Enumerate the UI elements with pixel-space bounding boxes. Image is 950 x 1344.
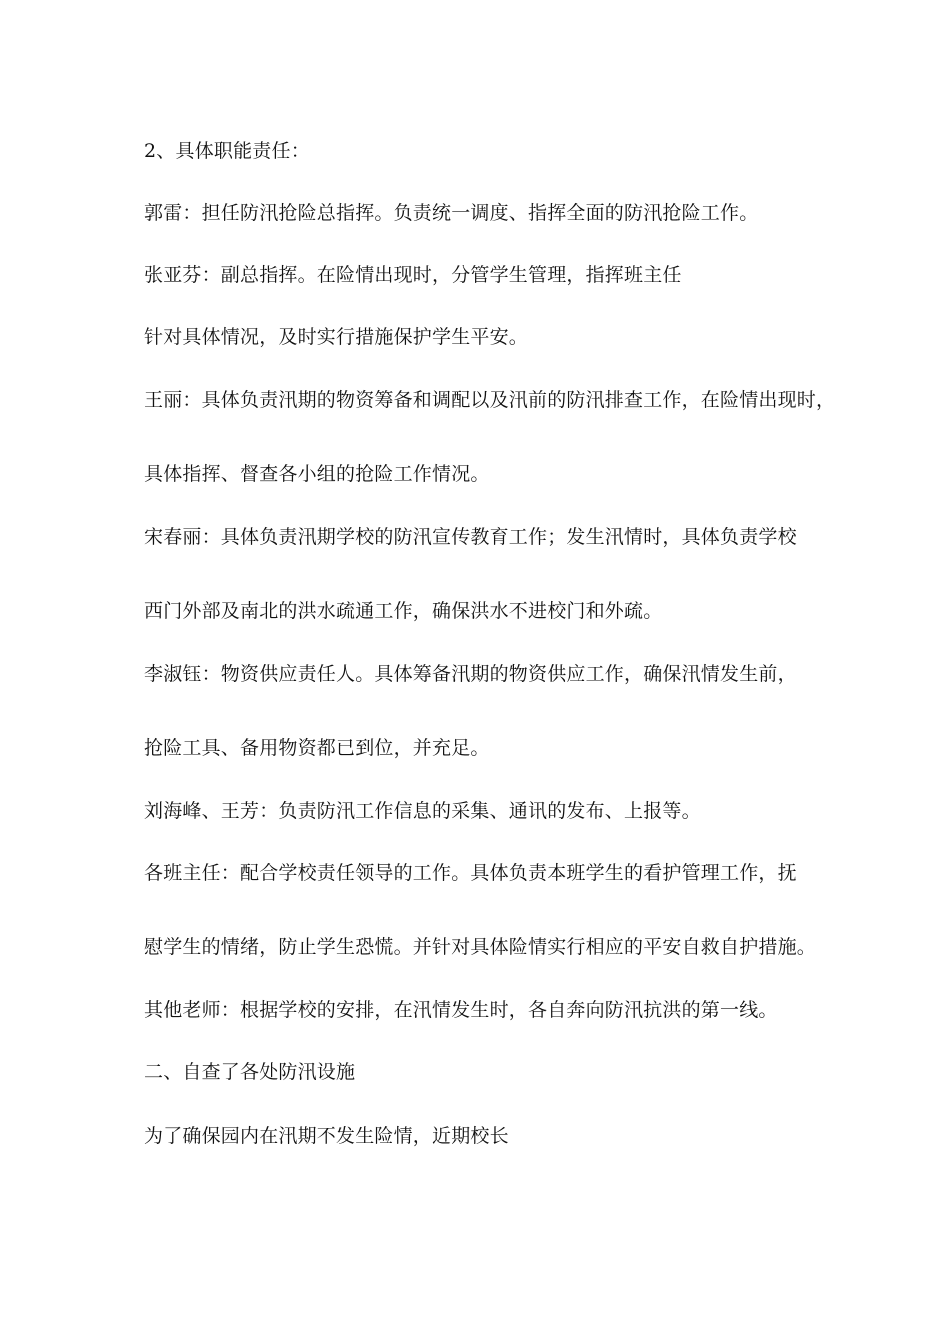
paragraph-line: 宋春丽：具体负责汛期学校的防汛宣传教育工作；发生汛情时，具体负责学校 bbox=[144, 526, 797, 548]
paragraph-line: 张亚芬：副总指挥。在险情出现时，分管学生管理，指挥班主任 bbox=[144, 264, 682, 286]
section-heading-facilities: 二、自查了各处防汛设施 bbox=[144, 1061, 356, 1083]
paragraph-line: 李淑钰：物资供应责任人。具体筹备汛期的物资供应工作，确保汛情发生前， bbox=[144, 663, 797, 685]
section-heading-responsibilities: 2、具体职能责任： bbox=[144, 140, 310, 162]
paragraph-line: 抢险工具、备用物资都已到位，并充足。 bbox=[144, 737, 490, 759]
paragraph-line: 王丽：具体负责汛期的物资筹备和调配以及汛前的防汛排查工作，在险情出现时， bbox=[144, 389, 836, 411]
paragraph-line: 刘海峰、王芳：负责防汛工作信息的采集、通讯的发布、上报等。 bbox=[144, 800, 701, 822]
paragraph-line: 慰学生的情绪，防止学生恐慌。并针对具体险情实行相应的平安自救自护措施。 bbox=[144, 936, 817, 958]
paragraph-line: 为了确保园内在汛期不发生险情，近期校长 bbox=[144, 1125, 509, 1147]
paragraph-line: 针对具体情况，及时实行措施保护学生平安。 bbox=[144, 326, 529, 348]
paragraph-line: 其他老师：根据学校的安排，在汛情发生时，各自奔向防汛抗洪的第一线。 bbox=[144, 999, 778, 1021]
paragraph-line: 具体指挥、督查各小组的抢险工作情况。 bbox=[144, 463, 490, 485]
paragraph-line: 郭雷：担任防汛抢险总指挥。负责统一调度、指挥全面的防汛抢险工作。 bbox=[144, 202, 759, 224]
paragraph-line: 各班主任：配合学校责任领导的工作。具体负责本班学生的看护管理工作，抚 bbox=[144, 862, 797, 884]
paragraph-line: 西门外部及南北的洪水疏通工作，确保洪水不进校门和外疏。 bbox=[144, 600, 663, 622]
